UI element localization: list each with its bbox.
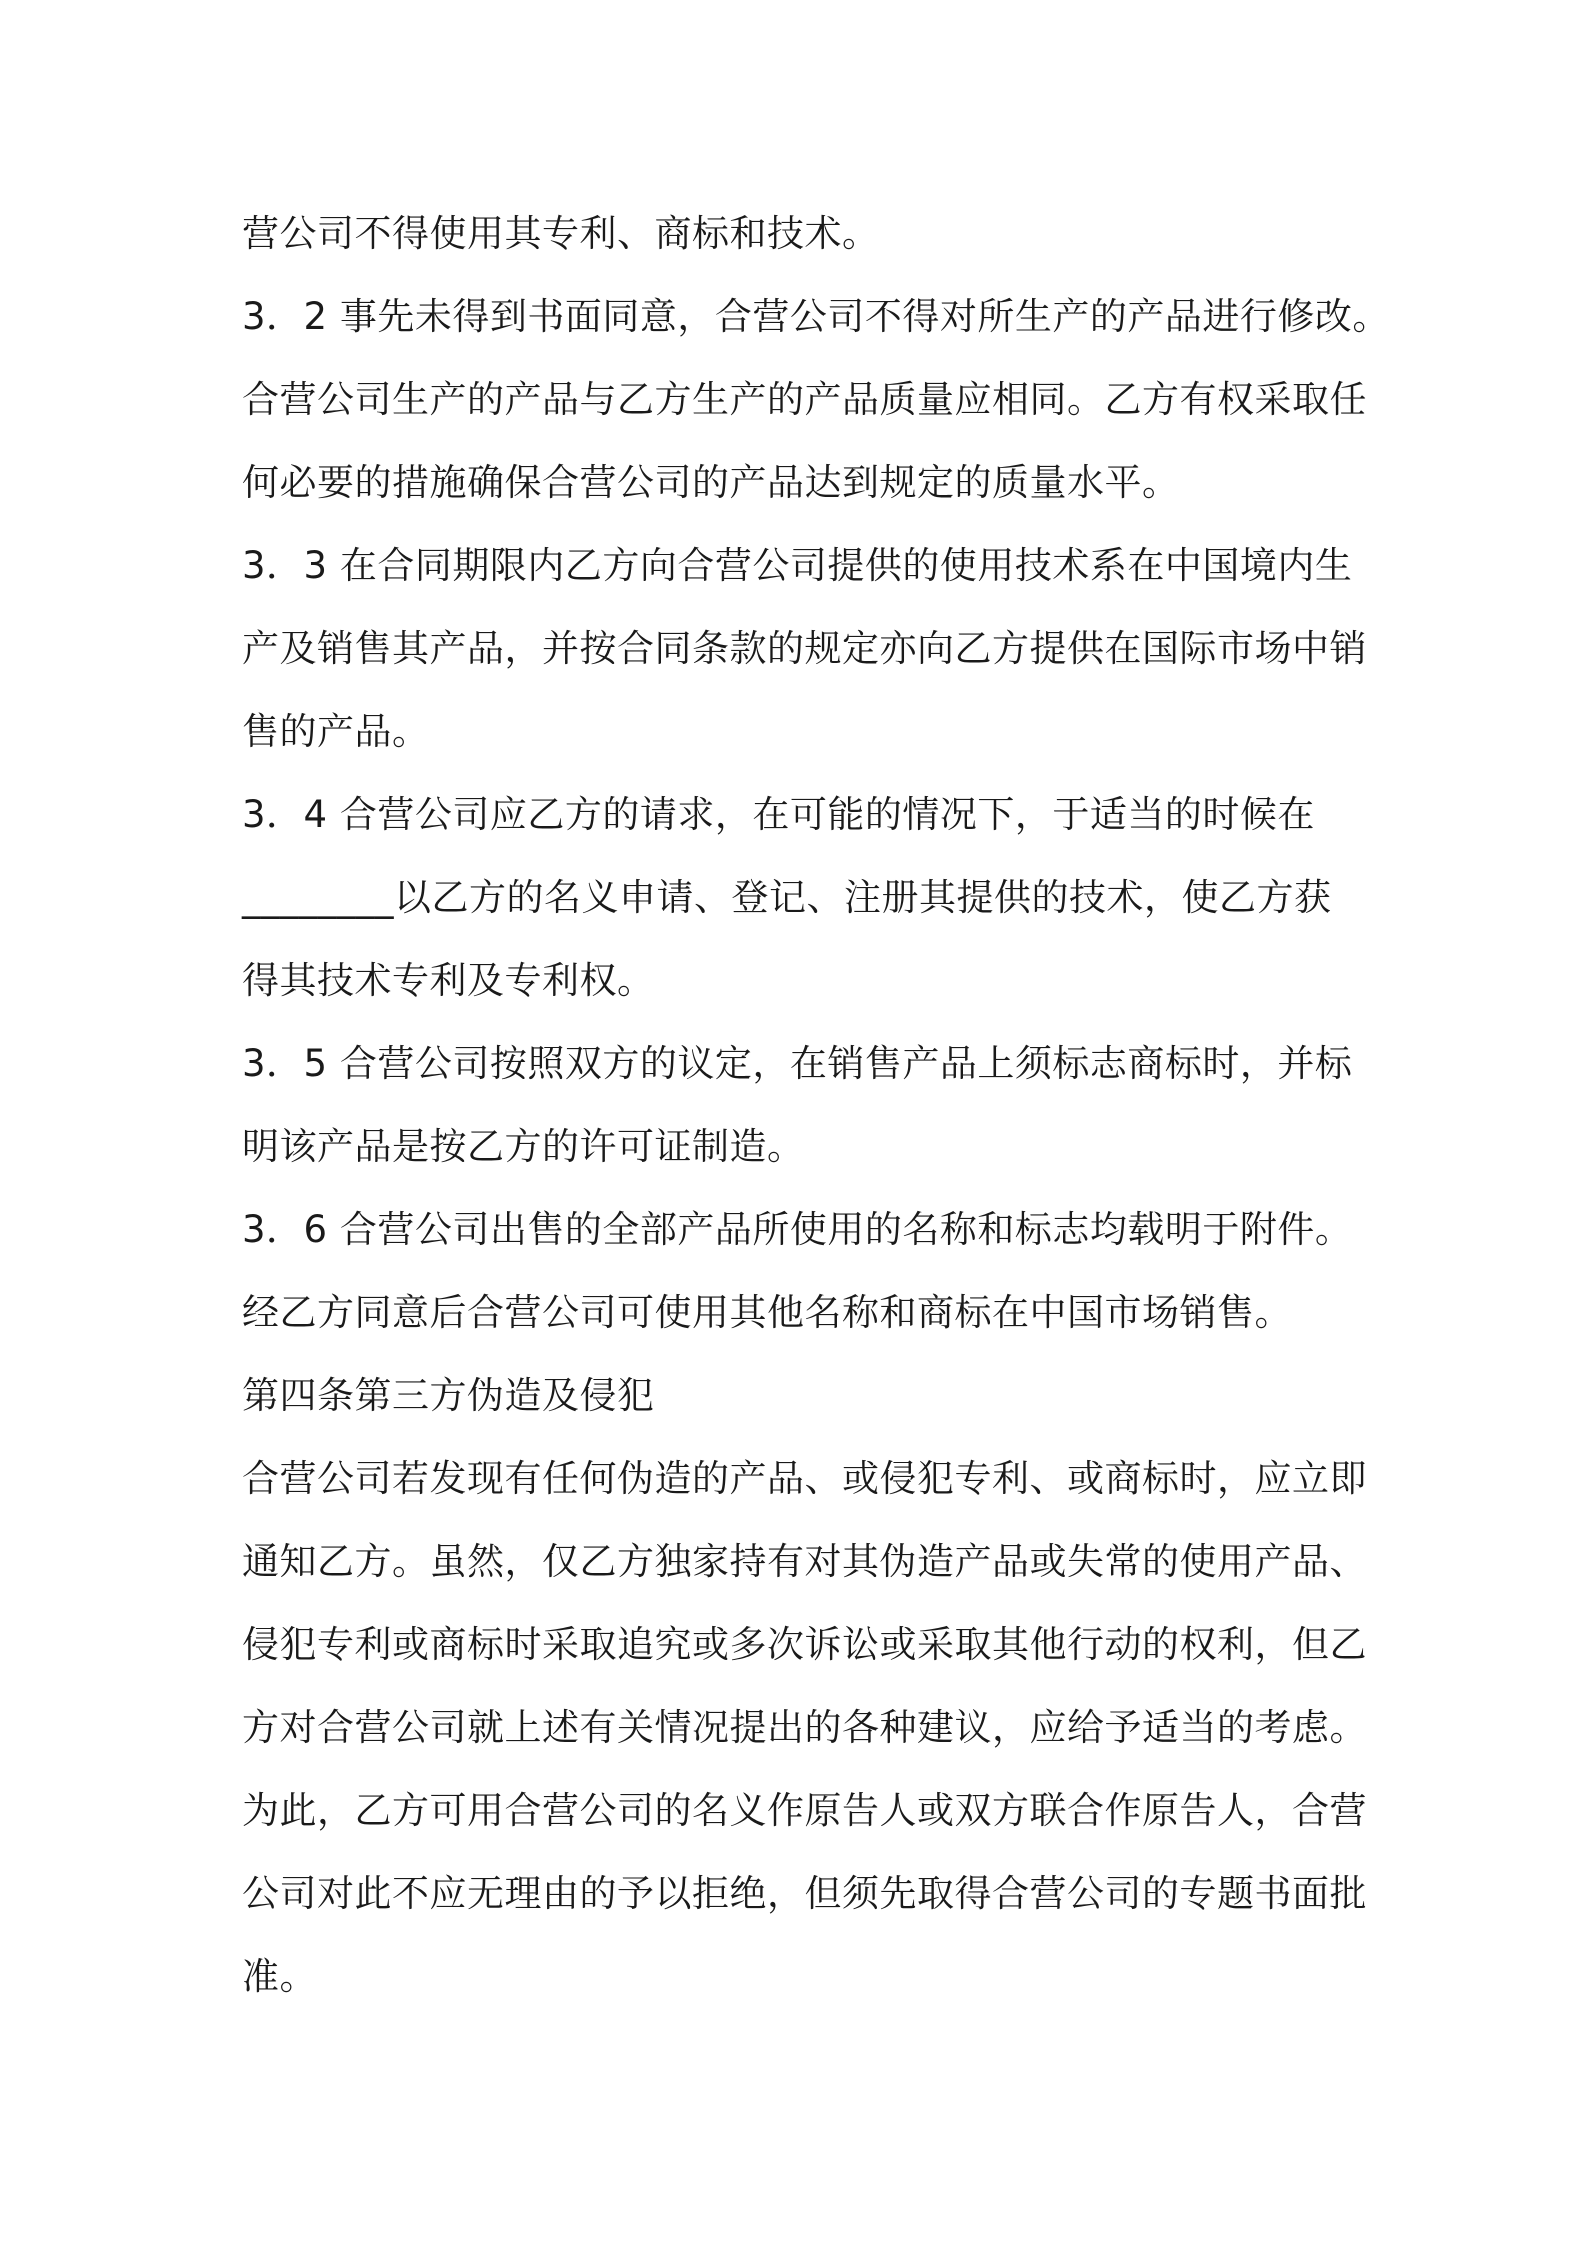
text-line: 公司对此不应无理由的予以拒绝，但须先取得合营公司的专题书面批 — [242, 1872, 1367, 1915]
text-line: 明该产品是按乙方的许可证制造。 — [242, 1125, 805, 1168]
text-line: 方对合营公司就上述有关情况提出的各种建议，应给予适当的考虑。 — [242, 1706, 1367, 1749]
text-line: 合营公司生产的产品与乙方生产的产品质量应相同。乙方有权采取任 — [242, 378, 1367, 421]
text-line: 合营公司若发现有任何伪造的产品、或侵犯专利、或商标时，应立即 — [242, 1457, 1367, 1500]
clause-3-4-line: 3．4 合营公司应乙方的请求，在可能的情况下，于适当的时候在 — [242, 793, 1315, 836]
text-line: 得其技术专利及专利权。 — [242, 959, 655, 1002]
text-line: 何必要的措施确保合营公司的产品达到规定的质量水平。 — [242, 461, 1180, 504]
clause-3-3-line: 3．3 在合同期限内乙方向合营公司提供的使用技术系在中国境内生 — [242, 544, 1353, 587]
text-line: 为此，乙方可用合营公司的名义作原告人或双方联合作原告人，合营 — [242, 1789, 1367, 1832]
clause-3-6-line: 3．6 合营公司出售的全部产品所使用的名称和标志均载明于附件。 — [242, 1208, 1353, 1251]
clause-3-2-line: 3．2 事先未得到书面同意，合营公司不得对所生产的产品进行修改。 — [242, 295, 1390, 338]
text-line: 营公司不得使用其专利、商标和技术。 — [242, 212, 880, 255]
text-line: ________以乙方的名义申请、登记、注册其提供的技术，使乙方获 — [242, 876, 1332, 919]
text-line: 准。 — [242, 1955, 317, 1998]
document-body — [242, 192, 1390, 2018]
clause-3-5-line: 3．5 合营公司按照双方的议定，在销售产品上须标志商标时，并标 — [242, 1042, 1353, 1085]
text-line: 产及销售其产品，并按合同条款的规定亦向乙方提供在国际市场中销 — [242, 627, 1367, 670]
text-line: 通知乙方。虽然，仅乙方独家持有对其伪造产品或失常的使用产品、 — [242, 1540, 1367, 1583]
text-line: 经乙方同意后合营公司可使用其他名称和商标在中国市场销售。 — [242, 1291, 1292, 1334]
text-line: 侵犯专利或商标时采取追究或多次诉讼或采取其他行动的权利，但乙 — [242, 1623, 1367, 1666]
text-line: 售的产品。 — [242, 710, 430, 753]
section-heading-article-4: 第四条第三方伪造及侵犯 — [242, 1374, 655, 1417]
